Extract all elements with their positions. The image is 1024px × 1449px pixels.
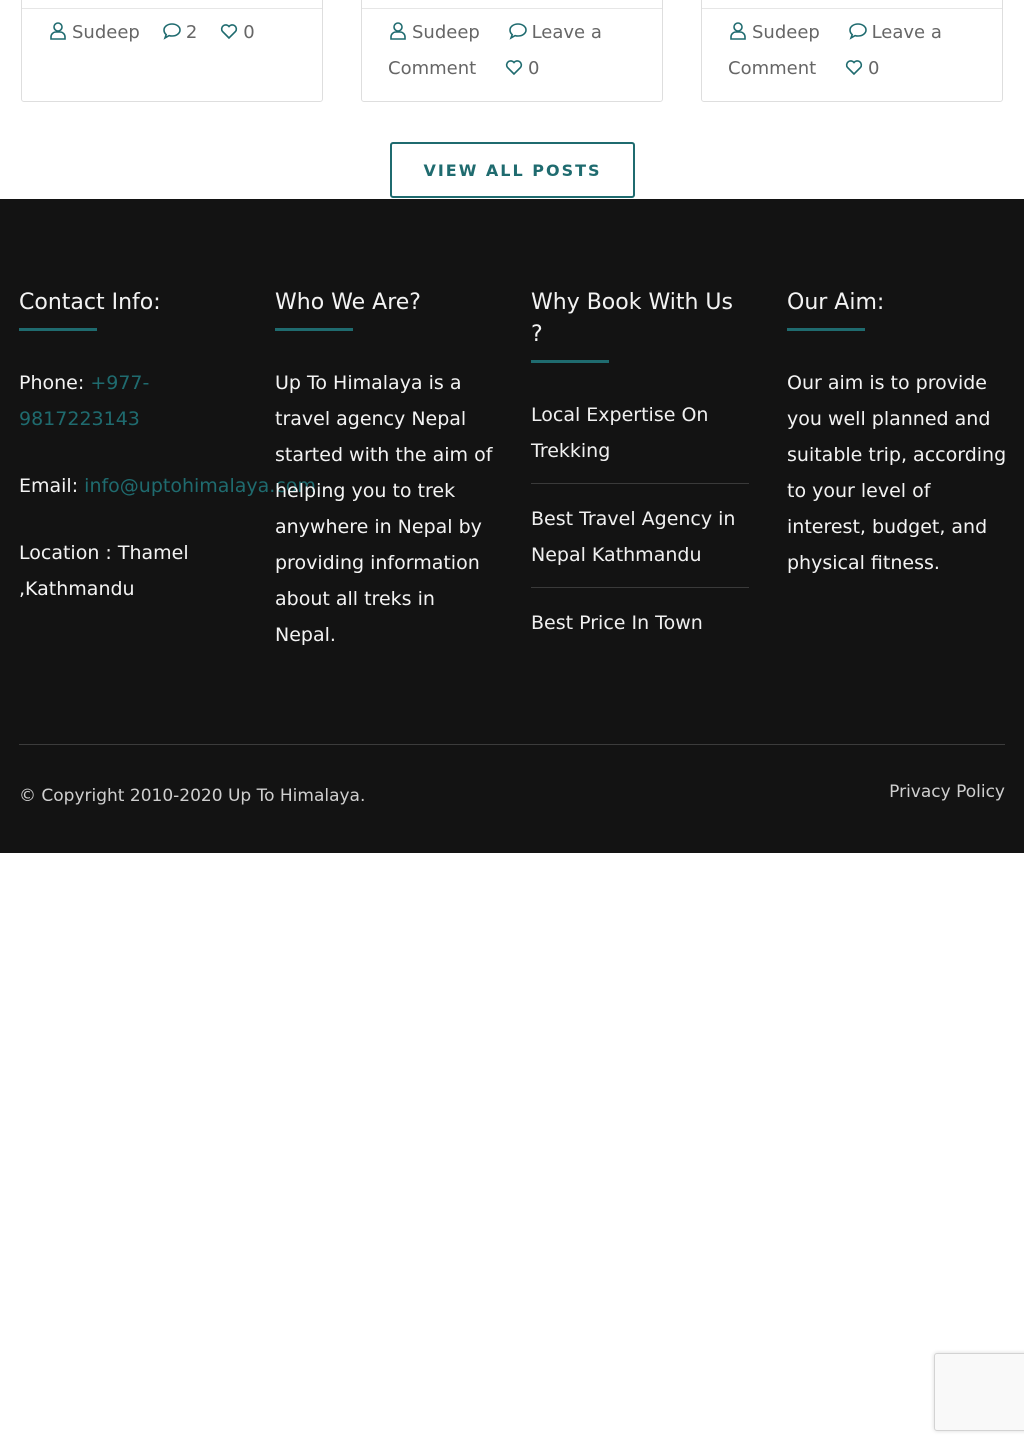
why-item: Best Price In Town — [531, 612, 703, 634]
footer-divider — [19, 744, 1005, 745]
heading-underline — [531, 360, 609, 363]
post-meta — [388, 15, 638, 87]
privacy-policy-link[interactable]: Privacy Policy — [889, 782, 1005, 802]
contact-title: Contact Info: — [19, 290, 161, 315]
comments-link[interactable]: Leave a Comment — [728, 22, 942, 79]
likes-button[interactable]: 0 — [219, 22, 254, 43]
why-list — [531, 393, 749, 655]
post-meta — [728, 15, 978, 87]
card-divider — [702, 8, 1002, 9]
heading-underline — [19, 328, 97, 331]
email-line: Email: info@uptohimalaya.com — [19, 475, 316, 497]
phone-line: Phone: +977-9817223143 — [19, 372, 150, 430]
footer-contact — [19, 287, 316, 607]
card-divider — [362, 8, 662, 9]
copyright-text: © Copyright 2010-2020 Up To Himalaya. — [19, 786, 366, 806]
comment-icon — [848, 21, 868, 41]
post-card — [21, 0, 323, 102]
who-text: Up To Himalaya is a travel agency Nepal started with the aim of helping you to trek anywhere in Nepal by providing information about all treks in Nepal. — [275, 372, 493, 646]
location-line: Location : Thamel ,Kathmandu — [19, 542, 189, 600]
post-card — [701, 0, 1003, 102]
footer-why — [531, 287, 751, 655]
email-link[interactable]: info@uptohimalaya.com — [84, 475, 316, 497]
author-link[interactable]: Sudeep — [48, 22, 140, 43]
footer-who — [275, 287, 495, 653]
comments-link[interactable]: 2 — [162, 22, 197, 43]
footer-aim — [787, 287, 1007, 581]
recaptcha-badge[interactable] — [934, 1353, 1024, 1431]
post-meta — [48, 15, 298, 51]
comment-icon — [162, 21, 182, 41]
post-card — [361, 0, 663, 102]
user-icon — [388, 21, 408, 41]
heading-underline — [787, 328, 865, 331]
author-link[interactable]: Sudeep — [388, 22, 480, 43]
comments-link[interactable]: Leave a Comment — [388, 22, 602, 79]
why-item: Best Travel Agency in Nepal Kathmandu — [531, 484, 749, 588]
heading-underline — [275, 328, 353, 331]
aim-title: Our Aim: — [787, 290, 885, 315]
view-all-posts-button[interactable]: VIEW ALL POSTS — [390, 142, 635, 198]
why-title: Why Book With Us ? — [531, 290, 733, 347]
likes-button[interactable]: 0 — [844, 58, 879, 79]
aim-text: Our aim is to provide you well planned and suitable trip, according to your level of interest, budget, and physical fitness. — [787, 372, 1007, 574]
heart-icon — [504, 57, 524, 77]
author-link[interactable]: Sudeep — [728, 22, 820, 43]
user-icon — [48, 21, 68, 41]
heart-icon — [219, 21, 239, 41]
likes-button[interactable]: 0 — [504, 58, 539, 79]
phone-link[interactable]: +977-9817223143 — [19, 372, 150, 430]
user-icon — [728, 21, 748, 41]
comment-icon — [508, 21, 528, 41]
site-footer — [0, 199, 1024, 853]
heart-icon — [844, 57, 864, 77]
card-divider — [22, 8, 322, 9]
who-title: Who We Are? — [275, 290, 421, 315]
why-item: Local Expertise On Trekking — [531, 393, 749, 484]
